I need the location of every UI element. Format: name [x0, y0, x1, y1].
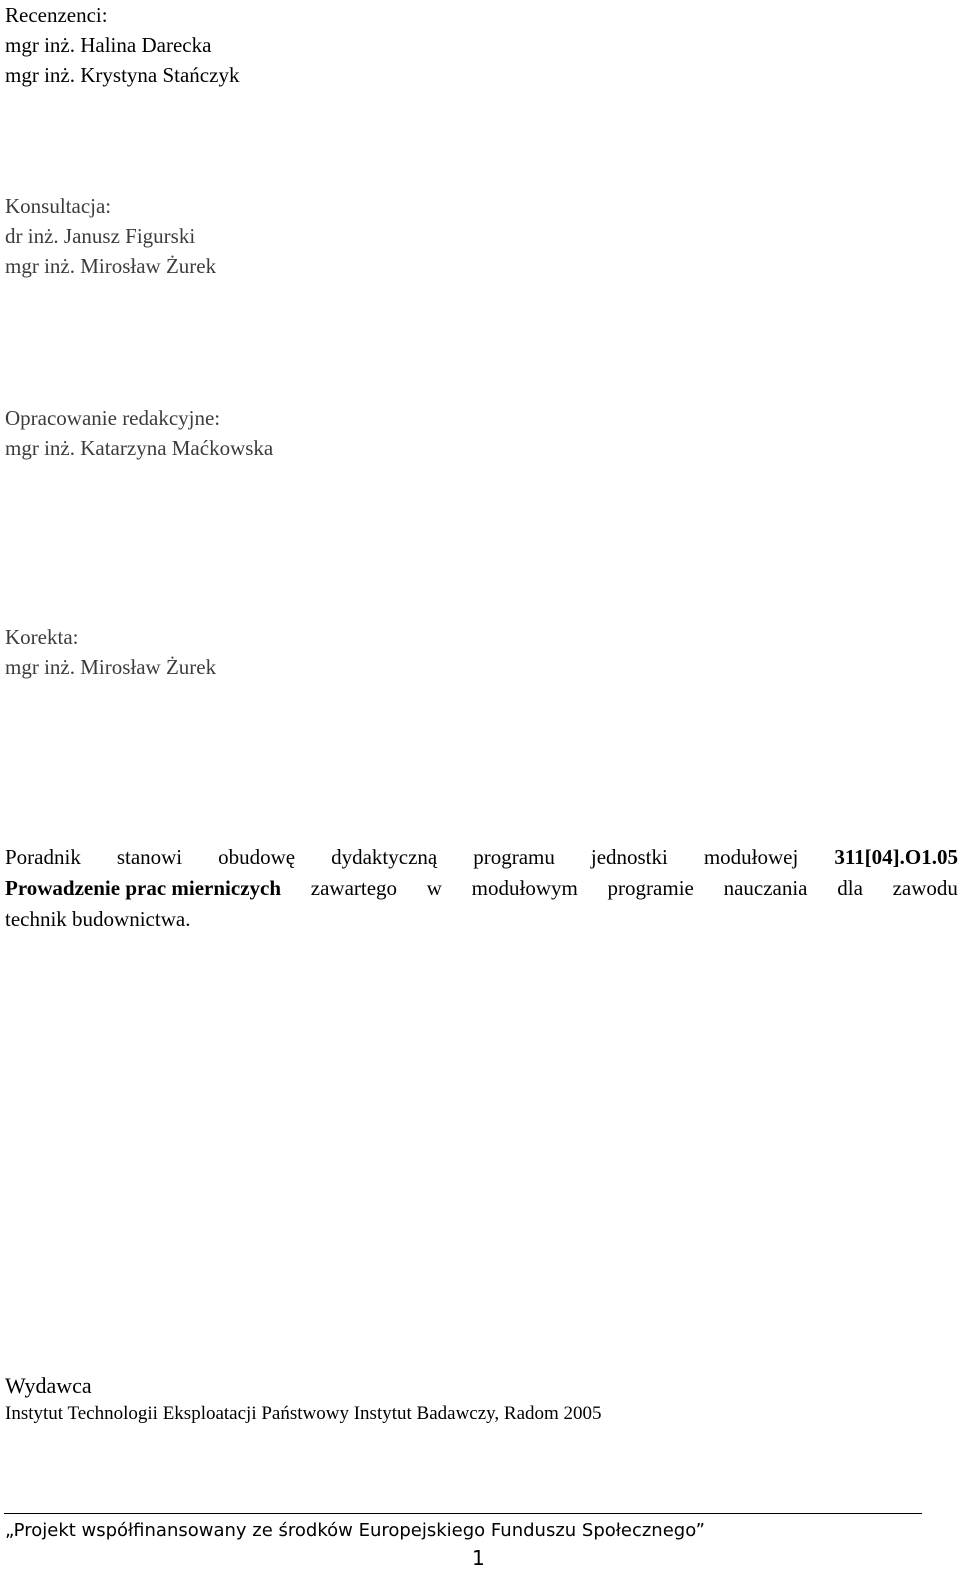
description-word: dla	[837, 876, 863, 900]
description-word: zawodu	[892, 876, 958, 900]
description-word: w	[426, 876, 442, 900]
description-word: modułowej	[703, 845, 799, 869]
description-word: programu	[473, 845, 555, 869]
description-word: dydaktyczną	[331, 845, 438, 869]
editor-name: mgr inż. Katarzyna Maćkowska	[5, 436, 274, 460]
description-line-2	[5, 873, 958, 904]
description-line-1	[5, 842, 958, 873]
description-word: stanowi	[116, 845, 183, 869]
consultation-label: Konsultacja:	[5, 194, 112, 218]
module-title: Prowadzenie prac mierniczych	[5, 876, 282, 900]
guide-description	[5, 842, 958, 935]
publisher-name: Instytut Technologii Eksploatacji Państwowy Instytut Badawczy, Radom 2005	[5, 1403, 602, 1424]
page-number: 1	[472, 1546, 485, 1570]
consultant-name: dr inż. Janusz Figurski	[5, 224, 196, 248]
publisher-label: Wydawca	[5, 1373, 92, 1398]
description-word: modułowym	[471, 876, 578, 900]
description-word: Poradnik	[5, 845, 81, 869]
description-word: obudowę	[218, 845, 296, 869]
editorial-section	[5, 403, 273, 463]
description-word: jednostki	[590, 845, 668, 869]
reviewer-name: mgr inż. Halina Darecka	[5, 33, 212, 57]
proofreader-name: mgr inż. Mirosław Żurek	[5, 655, 217, 679]
editorial-label: Opracowanie redakcyjne:	[5, 406, 221, 430]
publisher-section	[5, 1371, 602, 1427]
description-word: nauczania	[723, 876, 808, 900]
reviewers-label: Recenzenci:	[5, 3, 108, 27]
description-line-3: technik budownictwa.	[5, 907, 191, 931]
footer-project-note: „Projekt współfinansowany ze środków Europejskiego Funduszu Społecznego”	[5, 1520, 705, 1541]
description-word: programie	[607, 876, 694, 900]
description-word: zawartego	[310, 876, 398, 900]
consultation-section	[5, 191, 216, 281]
module-code: 311[04].O1.05	[834, 845, 958, 869]
reviewer-name: mgr inż. Krystyna Stańczyk	[5, 63, 240, 87]
reviewers-section	[5, 0, 239, 90]
consultant-name: mgr inż. Mirosław Żurek	[5, 254, 217, 278]
proofreading-section	[5, 622, 216, 682]
proofreading-label: Korekta:	[5, 625, 79, 649]
footer-divider	[4, 1513, 922, 1514]
